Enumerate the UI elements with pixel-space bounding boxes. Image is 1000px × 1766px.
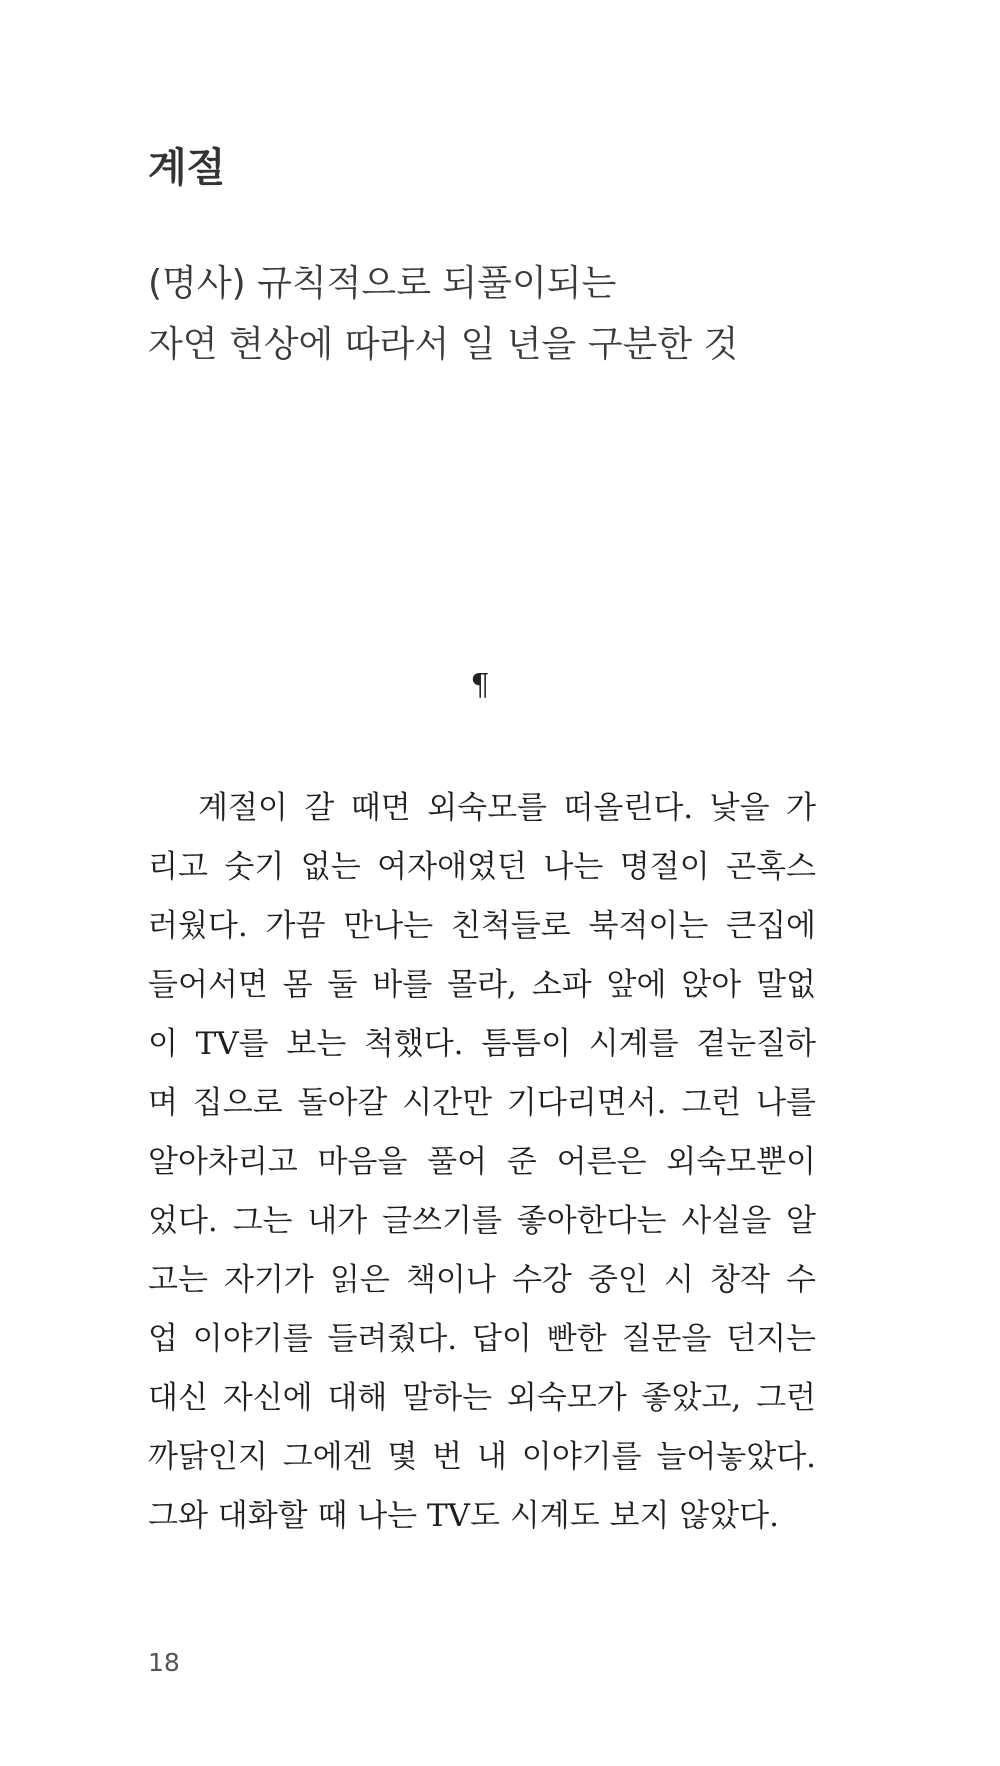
definition-line: (명사) 규칙적으로 되풀이되는 xyxy=(148,263,617,304)
page-number: 18 xyxy=(148,1648,180,1677)
body-line: 들어서면 몸 둘 바를 몰라, 소파 앞에 앉아 말없 xyxy=(148,967,816,1003)
body-line: 알아차리고 마음을 풀어 준 어른은 외숙모뿐이 xyxy=(148,1144,816,1180)
body-line: 대신 자신에 대해 말하는 외숙모가 좋았고, 그런 xyxy=(148,1380,816,1416)
body-line: 러웠다. 가끔 만나는 친척들로 북적이는 큰집에 xyxy=(148,908,816,944)
body-line: 업 이야기를 들려줬다. 답이 빤한 질문을 던지는 xyxy=(148,1321,816,1357)
body-line: 리고 숫기 없는 여자애였던 나는 명절이 곤혹스 xyxy=(148,849,816,885)
pilcrow-separator: ¶ xyxy=(470,668,490,703)
body-line: 고는 자기가 읽은 책이나 수강 중인 시 창작 수 xyxy=(148,1262,816,1298)
body-line: 며 집으로 돌아갈 시간만 기다리면서. 그런 나를 xyxy=(148,1085,816,1121)
definition-line: 자연 현상에 따라서 일 년을 구분한 것 xyxy=(148,324,739,365)
body-line: 었다. 그는 내가 글쓰기를 좋아한다는 사실을 알 xyxy=(148,1203,816,1239)
body-line: 계절이 갈 때면 외숙모를 떠올린다. 낯을 가 xyxy=(198,790,816,826)
entry-title: 계절 xyxy=(148,145,226,191)
body-line: 이 TV를 보는 척했다. 틈틈이 시계를 곁눈질하 xyxy=(148,1026,816,1062)
body-line: 그와 대화할 때 나는 TV도 시계도 보지 않았다. xyxy=(148,1498,779,1534)
entry-definition xyxy=(148,253,928,375)
body-paragraph xyxy=(148,786,816,1553)
body-line: 까닭인지 그에겐 몇 번 내 이야기를 늘어놓았다. xyxy=(148,1439,816,1475)
